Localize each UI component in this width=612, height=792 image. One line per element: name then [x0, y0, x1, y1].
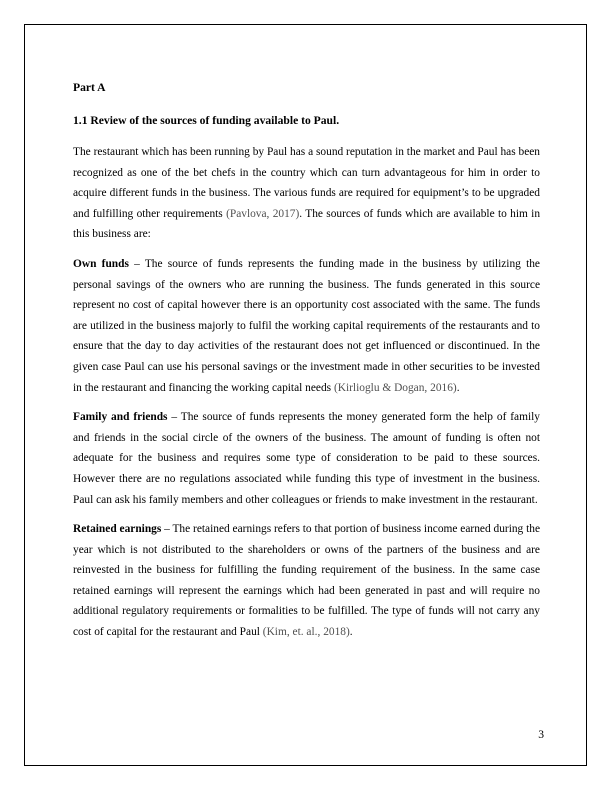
own-funds-term: Own funds [73, 257, 129, 270]
retained-earnings-text: – The retained earnings refers to that portion of business income earned during the year which is not distributed to the shareholders or owns of the partners of the business and are reinvested in the business for fulfilling the funding requirement of the business. In the same case retained earnings will represent the earnings which had been generated in past and will require no additional regulatory requirements or formalities to be fulfilled. The type of funds will not carry any cost of capital for the restaurant and Paul [73, 523, 541, 639]
family-friends-term: Family and friends [73, 411, 168, 424]
retained-earnings-text-after: . [349, 626, 353, 639]
document-body [73, 78, 540, 652]
retained-earnings-citation: (Kim, et. al., 2018) [262, 626, 350, 639]
intro-text-after: . The sources of funds which are available to him in this business are: [73, 207, 541, 241]
own-funds-text-after: . [456, 381, 460, 394]
own-funds-citation: (Kirlioglu & Dogan, 2016) [333, 381, 457, 394]
retained-earnings-paragraph [73, 519, 540, 643]
part-title: Part A [73, 81, 106, 94]
page-number: 3 [538, 728, 544, 741]
section-title: 1.1 Review of the sources of funding available to Paul. [73, 113, 340, 127]
family-friends-text: – The source of funds represents the money generated form the help of family and friends in the social circle of the owners of the business. The amount of funding is often not adequate for the business and requires some type of consideration to be paid to these sources. However there are no regulations associated while funding this type of investment in the business. Paul can ask his family members and other colleagues or friends to make investment in the restaurant. [73, 411, 540, 506]
intro-text: The restaurant which has been running by Paul has a sound reputation in the market and Paul has been recognized as one of the bet chefs in the country which can turn advantageous for him in order to acquire different funds in the business. The various funds are required for equipment’s to be upgraded and fulfilling other requirements [73, 146, 540, 220]
own-funds-paragraph [73, 254, 540, 398]
retained-earnings-term: Retained earnings [73, 523, 162, 536]
intro-paragraph [73, 142, 540, 245]
own-funds-text: – The source of funds represents the funding made in the business by utilizing the personal savings of the owners who are running the business. The funds generated in this source represent no cost of capital however there is an opportunity cost associated with the same. The funds are utilized in the business majorly to fulfil the working capital requirements of the restaurants and to ensure that the day to day activities of the restaurant does not get influenced or discontinued. In the given case Paul can use his personal savings or the investment made in other securities to be invested in the restaurant and financing the working capital needs [73, 257, 540, 394]
intro-citation: (Pavlova, 2017) [226, 207, 300, 220]
family-friends-paragraph [73, 407, 540, 510]
